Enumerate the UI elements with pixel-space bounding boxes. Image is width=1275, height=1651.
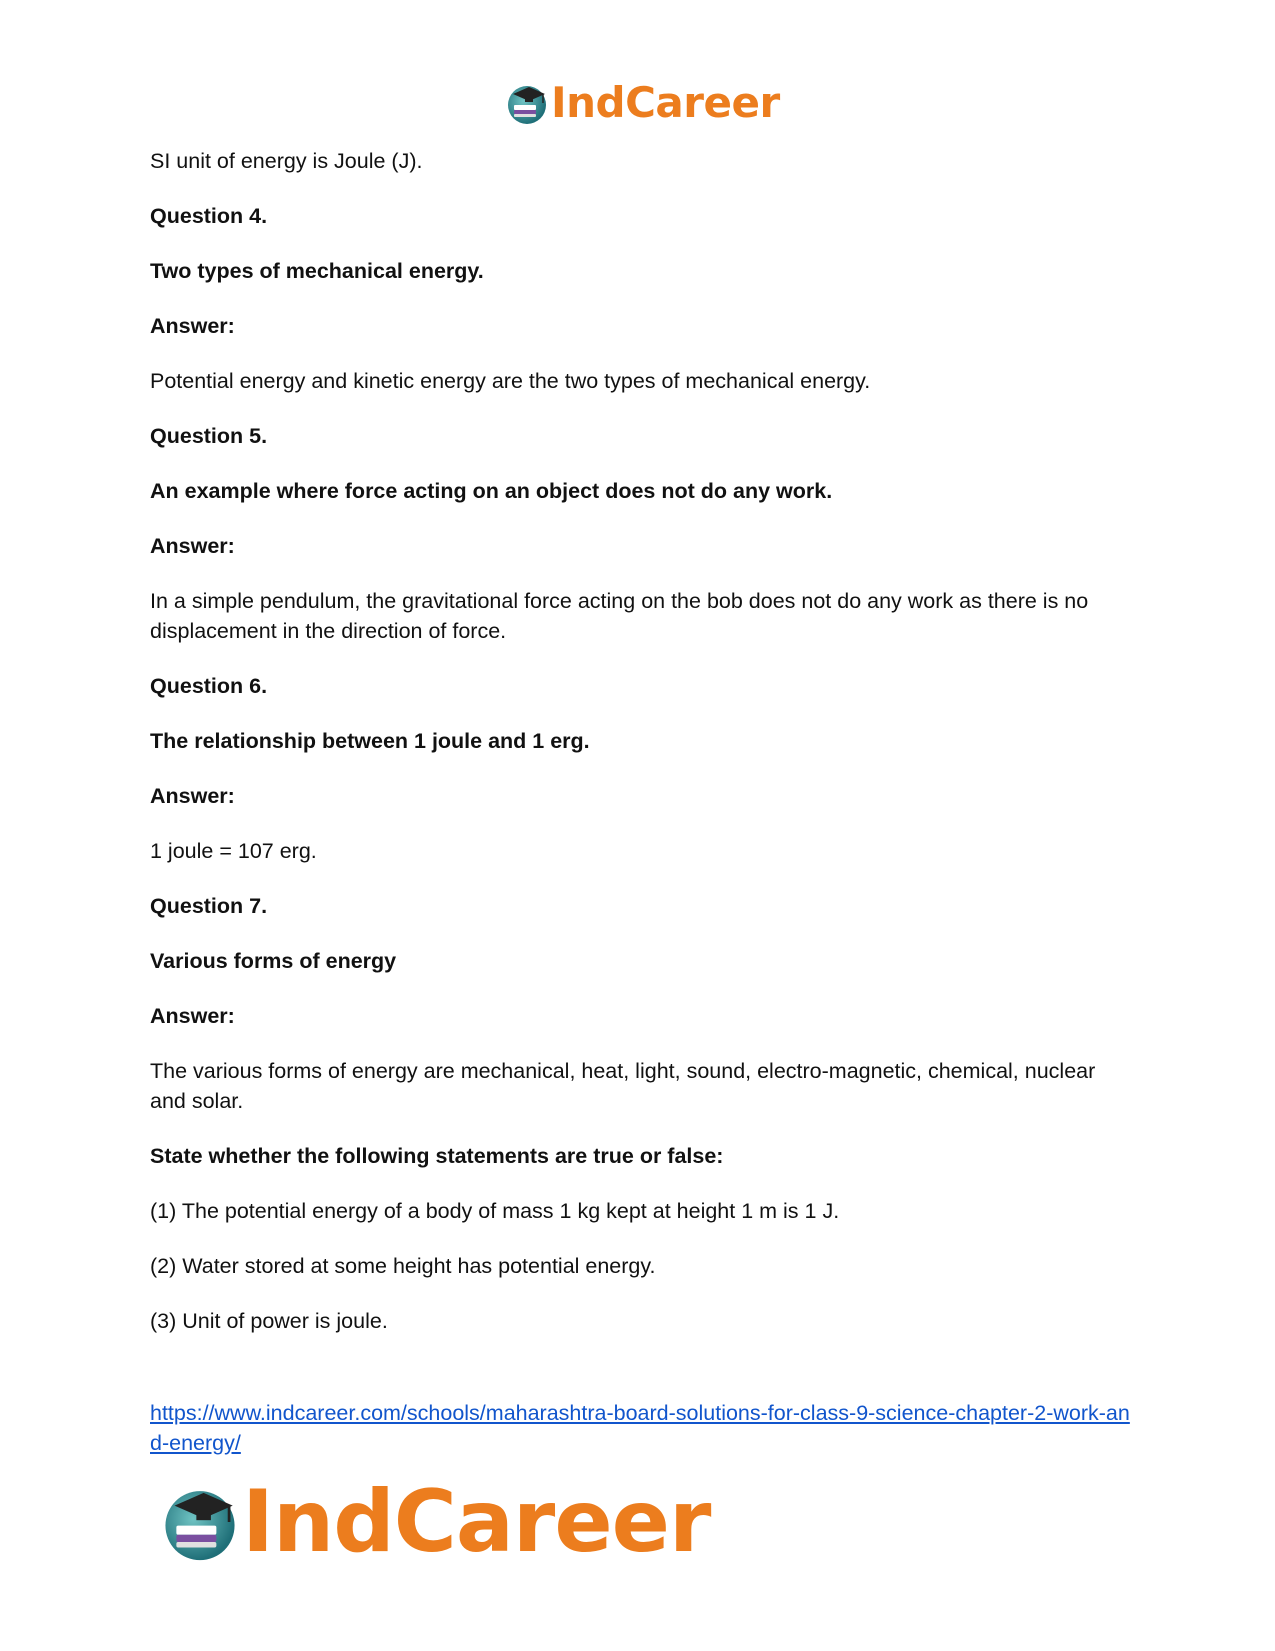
- question-heading: Question 4.: [150, 204, 268, 228]
- question-heading: Question 6.: [150, 674, 268, 698]
- source-link[interactable]: https://www.indcareer.com/schools/maharashtra-board-solutions-for-class-9-science-chapter-2-work-and-energy/: [150, 1401, 1130, 1455]
- answer-text: In a simple pendulum, the gravitational force acting on the bob does not do any work as there is no displacement in the direction of force.: [150, 589, 1089, 643]
- statement-item: (3) Unit of power is joule.: [150, 1309, 388, 1333]
- answer-label: Answer:: [150, 1004, 235, 1028]
- header-logo: [505, 78, 780, 128]
- brand-name: IndCareer: [242, 1472, 711, 1572]
- question-text: The relationship between 1 joule and 1 erg.: [150, 729, 590, 753]
- answer-text: 1 joule = 107 erg.: [150, 839, 317, 863]
- question-heading: Question 7.: [150, 894, 268, 918]
- question-text: Two types of mechanical energy.: [150, 259, 484, 283]
- question-heading: Question 5.: [150, 424, 268, 448]
- answer-label: Answer:: [150, 534, 235, 558]
- graduation-globe-icon: [160, 1482, 240, 1562]
- paragraph: SI unit of energy is Joule (J).: [150, 149, 423, 173]
- answer-text: Potential energy and kinetic energy are the two types of mechanical energy.: [150, 369, 871, 393]
- question-text: An example where force acting on an object does not do any work.: [150, 479, 833, 503]
- answer-text: The various forms of energy are mechanical, heat, light, sound, electro-magnetic, chemical, nuclear and solar.: [150, 1059, 1096, 1113]
- footer-logo: [160, 1472, 710, 1572]
- answer-label: Answer:: [150, 784, 235, 808]
- question-text: Various forms of energy: [150, 949, 397, 973]
- graduation-globe-icon: [505, 81, 549, 125]
- statement-item: (2) Water stored at some height has potential energy.: [150, 1254, 656, 1278]
- brand-name: IndCareer: [551, 78, 780, 127]
- answer-label: Answer:: [150, 314, 235, 338]
- statement-item: (1) The potential energy of a body of mass 1 kg kept at height 1 m is 1 J.: [150, 1199, 840, 1223]
- document-body: [150, 146, 1130, 1361]
- section-heading: State whether the following statements are true or false:: [150, 1144, 724, 1168]
